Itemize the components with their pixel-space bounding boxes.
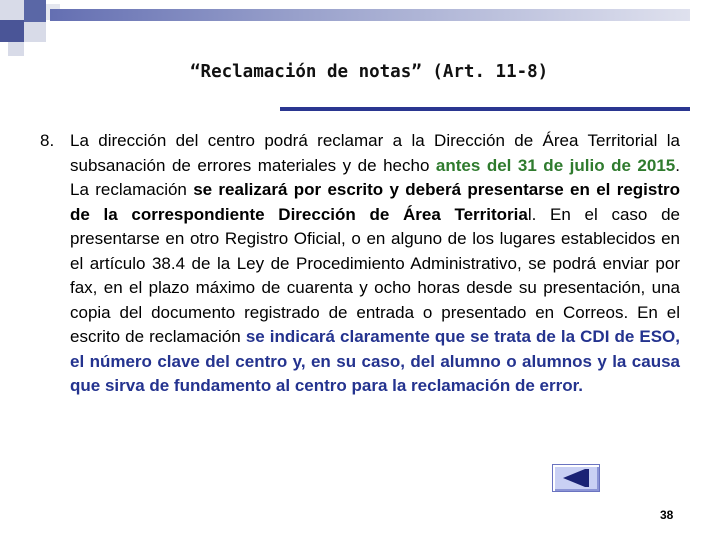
blue-requirement: se indicará claramente que se trata de la CDI de ESO, el número clave del centro y, en su caso, del alumno o alumnos y la causa que sirva de fundamento al centro para la reclamación de error. [70,327,680,395]
header-gradient-bar [50,9,690,21]
deadline-highlight: antes del 31 de julio de 2015 [435,155,676,175]
triangle-left-icon [561,468,591,488]
decorative-square [24,0,46,22]
paragraph-body [70,129,680,399]
slide-title: “Reclamación de notas” (Art. 11-8) [190,62,549,82]
bold-requirement: se realizará por escrito y deberá presentarse en el registro de la correspondiente Dirección de Área Territoria [70,180,680,224]
decorative-square [0,0,24,20]
paragraph-segment: l. En el caso de presentarse en otro Registro Oficial, o en alguno de los lugares establecidos en el artículo 38.4 de la Ley de Procedimiento Administrativo, se podrá enviar por fax, en el plazo máximo de cuarenta y ocho horas desde su presentación, una copia del documento registrado de entrada o presentado en Correos. En el escrito de reclamación [70,204,680,346]
title-underline [280,107,690,111]
back-button[interactable] [552,464,600,492]
decorative-square [8,42,24,56]
numbered-paragraph [40,129,680,399]
paragraph-segment: La dirección del centro podrá reclamar a la Dirección de Área Territorial la subsanación de errores materiales y de hecho [70,131,680,175]
page-number: 38 [660,508,674,522]
paragraph-segment: . La reclamación [70,155,680,199]
item-number: 8. [40,131,55,150]
decorative-square [0,20,24,42]
decorative-square [24,22,46,42]
